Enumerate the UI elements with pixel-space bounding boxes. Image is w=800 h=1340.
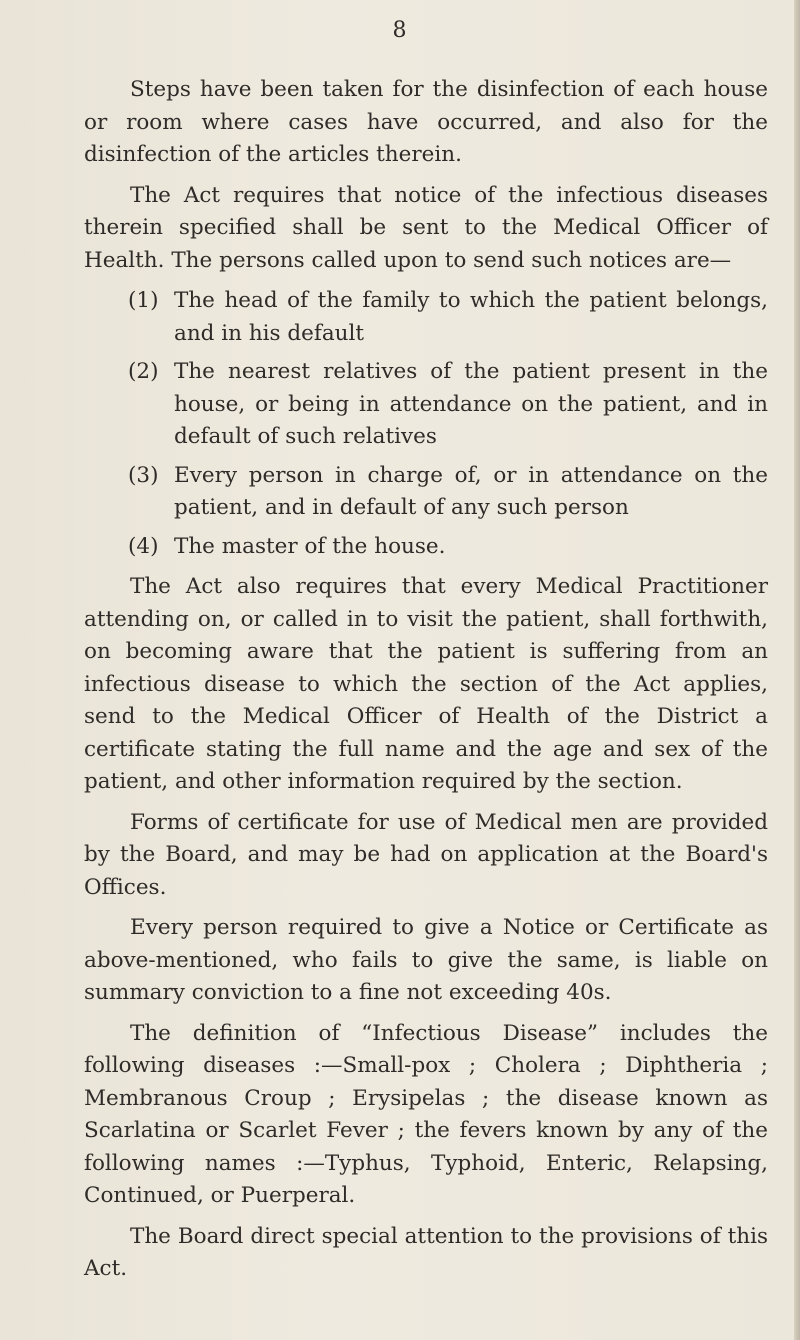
paragraph-certificate-forms: Forms of certificate for use of Medical men are provided by the Board, and may be had on application at the Board's Offices. [84, 809, 768, 900]
list-item-text: The head of the family to which the patient belongs, and in his default [174, 288, 768, 346]
list-item [84, 356, 768, 454]
page-number: 8 [392, 18, 408, 43]
list-item [84, 285, 768, 350]
paragraph-penalty: Every person required to give a Notice or Certificate as above-mentioned, who fails to give the same, is liable on summary conviction to a fine not exceeding 40s. [84, 915, 768, 1005]
paragraph-disinfection: Steps have been taken for the disinfection of each house or room where cases have occurred, and also for the disinfection of the articles therein. [84, 77, 768, 167]
list-item-number: (4) [128, 533, 159, 559]
list-item-text: The nearest relatives of the patient present in the house, or being in attendance on the patient, and in default of such relatives [174, 359, 768, 449]
list-item-text: The master of the house. [174, 533, 446, 559]
notice-persons-list [84, 285, 768, 563]
page-edge-shadow [794, 0, 800, 1340]
list-item-number: (1) [128, 288, 159, 313]
list-item-number: (3) [128, 462, 159, 488]
list-item-text: Every person in charge of, or in attendance on the patient, and in default of any such person [174, 462, 768, 520]
paragraph-notice-requirement: The Act requires that notice of the infectious diseases therein specified shall be sent to the Medical Officer of Health. The persons called upon to send such notices are— [84, 182, 768, 273]
list-item [84, 531, 768, 564]
paragraph-board-attention: The Board direct special attention to the provisions of this Act. [84, 1223, 768, 1281]
list-item [84, 460, 768, 525]
list-item-number: (2) [128, 359, 159, 384]
body-text [84, 74, 768, 1294]
paragraph-infectious-definition: The definition of “Infectious Disease” includes the following diseases :—Small-pox ; Cholera ; Diphtheria ; Membranous Croup ; Erysipelas ; the disease known as Scarlatina or Scarlet Fever ; the fevers known by any of the following names :—Typhus, Typhoid, Enteric, Relapsing, Continued, or Puerperal. [84, 1020, 768, 1208]
paragraph-practitioner-certificate: The Act also requires that every Medical Practitioner attending on, or called in to visit the patient, shall forthwith, on becoming aware that the patient is suffering from an infectious disease to which the section of the Act applies, send to the Medical Officer of Health of the District a certificate stating the full name and the age and sex of the patient, and other information required by the section. [84, 574, 768, 794]
